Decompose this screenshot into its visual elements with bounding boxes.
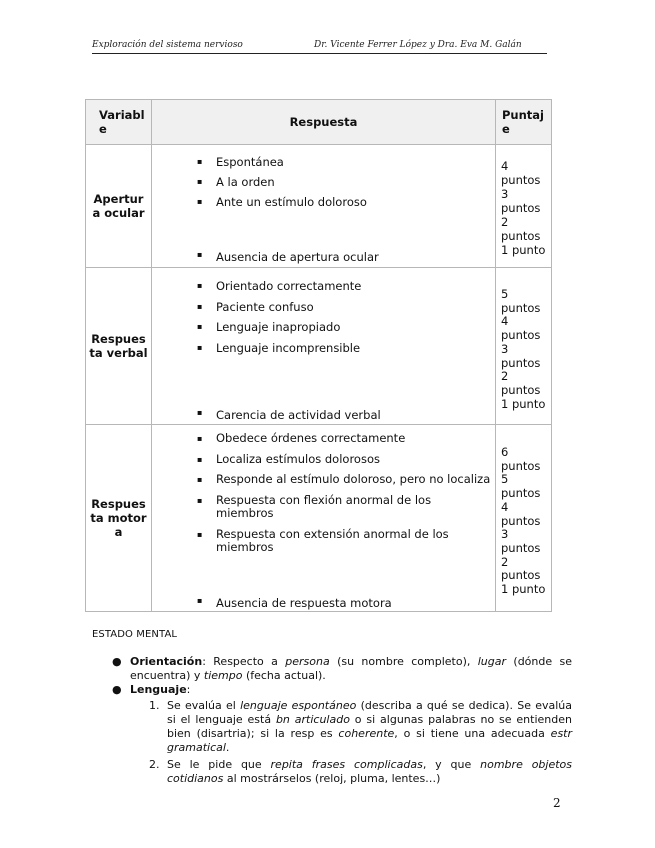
list-item: ▪ Orientado correctamente: [152, 276, 495, 297]
table-row: [86, 268, 552, 425]
score: 1 punto: [501, 582, 546, 597]
numbered-item: 1. Se evalúa el lenguaje espontáneo (describa a qué se dedica). Se evalúa si el lenguaje está bn articulado o si algunas palabras no se entienden bien (disartria); si la resp es coherente, o si tiene una adecuada estr gramatical.: [149, 699, 573, 754]
row-responses: [152, 145, 496, 268]
page-header: [92, 39, 547, 54]
estado-mental-list: [92, 655, 572, 786]
header-puntaje: Puntaje: [496, 100, 552, 145]
score: 5 puntos: [501, 472, 541, 501]
bullet-orientacion: ● Orientación: Respecto a persona (su nombre completo), lugar (dónde se encuentra) y tiempo (fecha actual).: [112, 655, 572, 682]
row-responses: [152, 268, 496, 425]
list-item: ▪ Localiza estímulos dolorosos: [152, 453, 495, 467]
score: 4 puntos: [501, 314, 541, 343]
table-header-row: [86, 100, 552, 145]
score: 4 puntos: [501, 159, 541, 187]
list-item: ▪ Ante un estímulo doloroso: [152, 192, 495, 212]
bullet-icon: ●: [112, 683, 122, 696]
bullet-icon: ●: [112, 655, 122, 668]
score: 3 puntos: [501, 341, 541, 370]
list-item: ▪ Lenguaje incomprensible: [152, 338, 495, 359]
section-title: ESTADO MENTAL: [92, 629, 178, 640]
table-row: [86, 425, 552, 612]
list-item: ▪ Lenguaje inapropiado: [152, 317, 495, 338]
row-responses: [152, 425, 496, 612]
list-item: ▪ Obedece órdenes correctamente: [152, 432, 495, 446]
numbered-item: 2. Se le pide que repita frases complicadas, y que nombre objetos cotidianos al mostrárselos (reloj, pluma, lentes…): [149, 758, 572, 785]
list-item: ▪ Carencia de actividad verbal: [152, 408, 381, 422]
list-item: ▪ Paciente confuso: [152, 297, 495, 318]
header-left-title: Exploración del sistema nervioso: [92, 40, 243, 50]
score: 3 puntos: [501, 527, 541, 555]
header-authors: Dr. Vicente Ferrer López y Dra. Eva M. Galán: [314, 40, 522, 50]
row-scores: [496, 145, 552, 268]
score: 2 puntos: [501, 215, 541, 243]
row-variable: Respuesta verbal: [86, 268, 152, 425]
list-item: ▪ Espontánea: [152, 152, 495, 172]
list-item: ▪ A la orden: [152, 172, 495, 192]
list-item: ▪ Ausencia de respuesta motora: [152, 596, 392, 610]
score: 2 puntos: [501, 369, 541, 397]
score: 4 puntos: [501, 499, 541, 528]
score: 6 puntos: [501, 445, 541, 473]
glasgow-table: [85, 99, 552, 612]
list-item: ▪ Respuesta con flexión anormal de los miembros: [152, 494, 495, 521]
row-variable: Respuesta motora: [86, 425, 152, 612]
page-number: 2: [553, 796, 561, 810]
list-item: ▪ Respuesta con extensión anormal de los miembros: [152, 528, 495, 555]
row-variable: Apertura ocular: [86, 145, 152, 268]
row-scores: [496, 425, 552, 612]
score: 5 puntos: [501, 287, 541, 315]
row-scores: [496, 268, 552, 425]
table-row: [86, 145, 552, 268]
score: 2 puntos: [501, 554, 541, 583]
header-respuesta: Respuesta: [152, 100, 496, 145]
score: 1 punto: [501, 396, 546, 411]
header-variable: Variable: [86, 100, 152, 145]
list-item: ▪ Ausencia de apertura ocular: [152, 250, 379, 264]
bullet-lenguaje: ● Lenguaje:: [112, 683, 191, 696]
score: 3 puntos: [501, 187, 541, 215]
list-item: ▪ Responde al estímulo doloroso, pero no localiza: [152, 473, 495, 487]
score: 1 punto: [501, 243, 546, 257]
